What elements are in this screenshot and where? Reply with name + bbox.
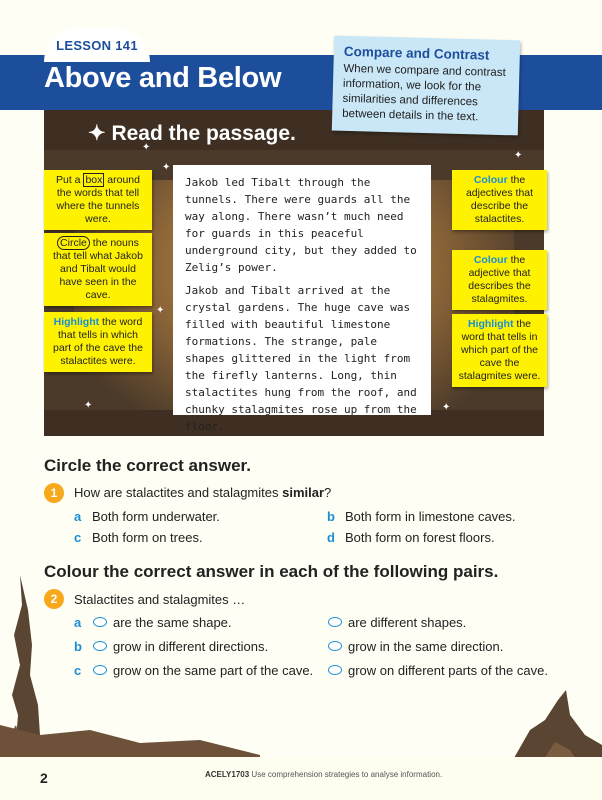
option-c[interactable]: Both form on trees. (92, 530, 203, 545)
cave-ground-icon (0, 705, 260, 765)
answer-bubble[interactable] (328, 665, 342, 675)
option-letter: d (327, 530, 335, 545)
option-letter: a (74, 509, 82, 524)
note-box-instruction: Put a box around the words that tell where the tunnels were. (44, 170, 152, 230)
option-a[interactable]: Both form underwater. (92, 509, 220, 524)
lesson-tab (44, 28, 150, 62)
pair-letter: b (74, 639, 82, 654)
sparkle-icon: ✦ (442, 402, 451, 413)
compare-text: When we compare and contrast information, we look for the similarities and differences between details in the text. (342, 62, 506, 124)
pair-letter: a (74, 615, 82, 630)
passage-paragraph: Jakob led Tibalt through the tunnels. There were guards all the way along. There wasn’t much need for guards in this peaceful underground city, but they added to Zelig’s power. (185, 176, 417, 274)
question1-text: How are stalactites and stalagmites similar? (74, 485, 332, 500)
compare-contrast-note (332, 36, 520, 136)
note-colour-stalagmites: Colour the adjective that describes the stalagmites. (452, 250, 547, 310)
option-letter: c (74, 530, 82, 545)
option-b[interactable]: Both form in limestone caves. (345, 509, 516, 524)
reading-passage (173, 165, 431, 433)
question-number-badge: 2 (44, 589, 64, 609)
pair-c-left[interactable]: grow on the same part of the cave. (113, 663, 314, 678)
option-letter: b (327, 509, 335, 524)
pair-letter: c (74, 663, 82, 678)
pair-a-left[interactable]: are the same shape. (113, 615, 232, 630)
answer-bubble[interactable] (328, 617, 342, 627)
note-colour-stalactites: Colour the adjectives that describe the stalactites. (452, 170, 547, 230)
sparkle-icon: ✦ (142, 142, 151, 153)
question-number-badge: 1 (44, 483, 64, 503)
lesson-label: LESSON 141 (56, 37, 138, 53)
answer-bubble[interactable] (328, 641, 342, 651)
note-highlight-instruction-right: Highlight the word that tells in which part of the cave the stalagmites were. (452, 314, 547, 387)
sparkle-icon: ✦ (84, 400, 93, 411)
answer-bubble[interactable] (93, 617, 107, 627)
compare-title: Compare and Contrast (343, 43, 490, 63)
stalagmite-right-icon (500, 690, 602, 765)
pair-a-right[interactable]: are different shapes. (348, 615, 467, 630)
section1-heading: Circle the correct answer. (44, 456, 251, 475)
page-number: 2 (40, 770, 48, 786)
passage-paragraph: Jakob and Tibalt arrived at the crystal gardens. The huge cave was filled with beautiful limestone formations. The strange, pale shapes glittered in the light from the firefly lanterns. Long, thin stalactites hung from the roof, and chunky stalagmites rose up from the floor. (185, 284, 417, 433)
read-heading: ✦ Read the passage. (88, 122, 296, 145)
note-highlight-instruction-left: Highlight the word that tells in which part of the cave the stalactites were. (44, 312, 152, 372)
pair-b-right[interactable]: grow in the same direction. (348, 639, 504, 654)
note-circle-instruction: Circle the nouns that tell what Jakob and Tibalt would have seen in the cave. (44, 233, 152, 306)
page-title: Above and Below (44, 62, 282, 94)
sparkle-icon: ✦ (162, 162, 171, 173)
sparkle-icon: ✦ (156, 305, 165, 316)
curriculum-code: ACELY1703 Use comprehension strategies to analyse information. (205, 770, 443, 779)
answer-bubble[interactable] (93, 665, 107, 675)
pair-b-left[interactable]: grow in different directions. (113, 639, 269, 654)
section2-heading: Colour the correct answer in each of the following pairs. (44, 562, 499, 581)
pair-c-right[interactable]: grow on different parts of the cave. (348, 663, 548, 678)
option-d[interactable]: Both form on forest floors. (345, 530, 495, 545)
sparkle-icon: ✦ (514, 150, 523, 161)
answer-bubble[interactable] (93, 641, 107, 651)
question2-text: Stalactites and stalagmites … (74, 592, 246, 607)
